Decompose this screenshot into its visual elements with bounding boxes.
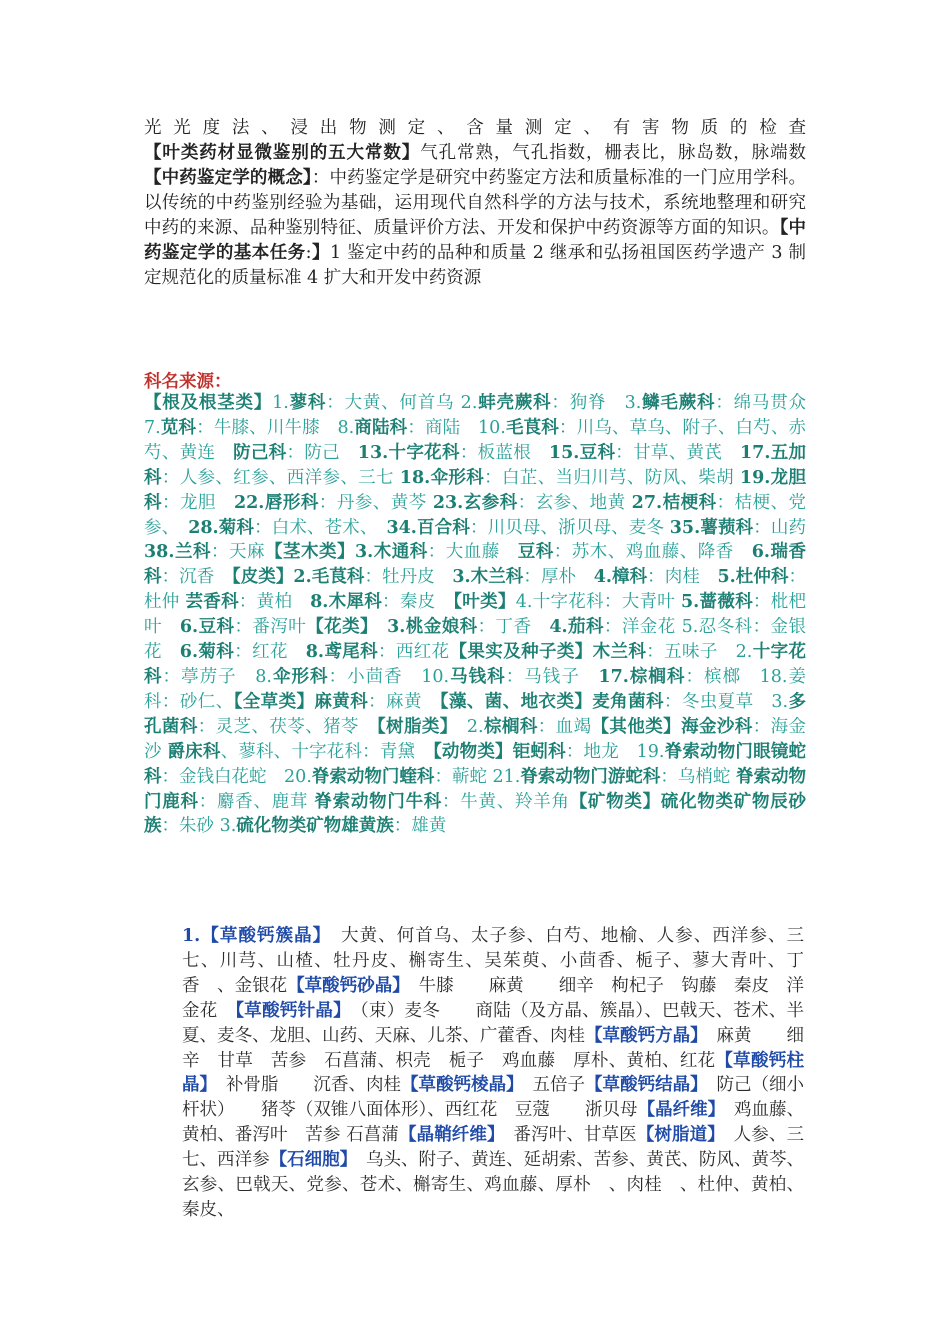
bold-term: 19.龙胆科 (144, 467, 807, 513)
bold-term: 爵床科 (167, 741, 221, 762)
bold-term: 鳞毛蕨科 (641, 393, 716, 413)
bold-term: 1.【草酸钙簇晶】 (182, 926, 323, 946)
text-run: ：小茴香 10. (328, 666, 450, 687)
bold-term: 23.玄参科 (432, 492, 518, 513)
bold-term: 17.棕榈科 (598, 666, 686, 687)
bold-term: 18.伞形科 (399, 467, 485, 488)
bold-term: 【皮类】2.毛茛科 (231, 567, 365, 588)
text-run: ：川乌、草乌、附子、白芍、赤芍、黄连 (144, 417, 807, 463)
text-run: ：大黄、何首乌 2. (326, 393, 478, 413)
bold-term: 22.唇形科 (233, 492, 319, 513)
text-run: 五倍子 (514, 1075, 586, 1096)
text-run: 补骨脂 沉香、肉桂 (208, 1075, 402, 1096)
bold-term: 【树脂道】 (636, 1125, 717, 1146)
text-run: ：牡丹皮 (364, 567, 453, 588)
bold-term: 【草酸钙棱晶】 (401, 1075, 515, 1096)
bold-term: 【草酸钙柱晶】 (182, 1050, 805, 1096)
bold-term: 【根及根茎类】 (144, 393, 273, 413)
bold-term: 6.豆科 (179, 617, 235, 638)
text-run: 4.十字花科：大青叶 (515, 592, 681, 613)
bold-term: 8.木犀科 (310, 592, 383, 613)
text-run: ：商陆 10. (407, 417, 506, 438)
bold-term: 商陆科 (354, 417, 408, 438)
bold-term: 蚌壳蕨科 (477, 393, 552, 413)
text-run: 1 鉴定中药的品种和质量 2 继承和弘扬祖国医药学遗产 3 制定规范化的质量标准 4 扩大和开发中药资源 (144, 243, 807, 288)
bold-term: 【石细胞】 (269, 1150, 349, 1171)
text-run: ：五味子 2. (646, 642, 753, 663)
bold-term: 豆科 (517, 542, 554, 563)
bold-term: 脊索动物门眼镜蛇科 (144, 741, 807, 787)
bold-term: 38.兰科 (144, 542, 211, 563)
bold-term: 防己科 (233, 442, 287, 463)
bold-term: 【花类】 3.桃金娘科 (306, 617, 478, 638)
text-run: ：白术、苍术、 (254, 517, 387, 538)
text-run: : (305, 243, 312, 263)
text-run: ：槟榔 18.姜科：砂仁、 (144, 666, 807, 712)
text-run: 、蓼科、十字花科：青黛 (220, 741, 433, 762)
text-run: ：地龙 19. (565, 741, 665, 762)
text-run: ：黄柏 (238, 592, 311, 613)
text-run: 防己（细小杆状） 猪苓（双锥八面体形）、西红花 豆蔻 浙贝母 (182, 1075, 805, 1121)
text-run: ：灵芝、茯苓、猪苓 (197, 716, 377, 737)
bold-term: 【叶类药材显微鉴别的五大常数】 (144, 143, 421, 163)
text-run: ：杜仲 (144, 567, 807, 613)
bold-term: 脊索动物门鹿科 (144, 766, 807, 812)
bold-term: 苋科 (160, 417, 197, 438)
bold-term: 】 (311, 243, 330, 263)
text-run: ：蕲蛇 21. (434, 766, 521, 787)
bold-term: 【其他类】海金沙科 (591, 716, 753, 737)
text-run: ：绵马贯众 7. (144, 393, 824, 438)
text-run: ：番泻叶 (234, 617, 307, 638)
bold-term: 脊索动物门牛科 (314, 791, 443, 812)
bold-term: 13.十字花科 (357, 442, 460, 463)
bold-term: 【茎木类】3.木通科 (264, 542, 428, 563)
bold-term: 【草酸钙方晶】 (585, 1025, 699, 1046)
bold-term: 34.百合科 (386, 517, 470, 538)
bold-term: 十字花科 (144, 642, 807, 687)
bold-term: 【藻、菌、地衣类】麦角菌科 (439, 691, 664, 712)
text-run: ：大血藤 (427, 542, 518, 563)
text-run: ：洋金花 5.忍冬科：金银花 (144, 617, 806, 663)
text-run: ：马钱子 (505, 666, 599, 687)
bold-term: 多孔菌科 (144, 691, 807, 737)
bold-term: 芸香科 (185, 592, 239, 613)
text-run: ：葶苈子 8. (162, 666, 272, 687)
bold-term: 【晶纤维】 (637, 1100, 717, 1121)
text-run: ：麝香、鹿茸 (198, 791, 315, 812)
text-run: ：乌梢蛇 (660, 766, 736, 787)
bold-term: 35.薯蓣科 (669, 517, 754, 538)
text-run: ：肉桂 (647, 567, 718, 588)
text-run: 牛膝 麻黄 细辛 枸杞子 钩藤 秦皮 洋金花 (182, 975, 805, 1021)
bold-term: 5.杜仲科 (717, 567, 789, 588)
bold-term: 17.五加科 (144, 442, 807, 488)
text-run: 乌头、附子、黄连、延胡索、苦参、黄芪、防风、黄芩、玄参、巴戟天、党参、苍术、槲寄生、鸡血藤、厚朴 、肉桂 、杜仲、黄柏、秦皮、 (182, 1150, 805, 1220)
bold-term: 【矿物类】硫化物类矿物辰砂族 (144, 791, 806, 837)
bold-term: 蓼科 (288, 393, 327, 413)
text-run: ：中药鉴定学是研究中药鉴定方法和质量标准的一门应用学科。以传统的中药鉴别经验为基础，运用现代自然科学的方法与技术，系统地整理和研究中药的来源、品种鉴别特征、质量评价方法、开发和保护中药资源等方面的知识。 (144, 168, 807, 238)
text-run: 麻黄 细辛 甘草 苦参 石菖蒲、枳壳 栀子 鸡血藤 厚朴、黄柏、红花 (182, 1025, 805, 1071)
text-run: ：天麻 (210, 542, 265, 563)
text-run: ：川贝母、浙贝母、麦冬 (469, 517, 670, 538)
text-run: ：山药 (753, 517, 807, 538)
text-run: ：板蓝根 (459, 442, 549, 463)
bold-term: 【草酸钙针晶】 (235, 1000, 343, 1021)
bold-term: 【叶类】 (453, 592, 516, 613)
text-run: ：牛黄、羚羊角 (442, 791, 570, 812)
bold-term: 【晶鞘纤维】 (398, 1125, 496, 1146)
bold-term: 27.桔梗科 (631, 492, 717, 513)
bold-term: 【中药鉴定学的概念】 (144, 168, 312, 188)
bold-term: 4.茄科 (549, 617, 604, 638)
text-run: 2. (448, 716, 484, 737)
bold-term: 棕榈科 (483, 716, 538, 737)
text-run: ：雄黄 (393, 816, 447, 837)
bold-term: 4.樟科 (593, 567, 648, 588)
text-run: ：牛膝、川牛膝 8. (196, 417, 355, 438)
text-run: ：甘草、黄芪 (615, 442, 740, 463)
text-run: ：朱砂 3. (161, 816, 237, 837)
bold-term: 【果实及种子类】木兰科 (449, 642, 647, 663)
text-run: ：血竭 (537, 716, 592, 737)
bold-term: 【树脂类】 (376, 716, 449, 737)
bold-term: 【中药鉴定学的基本任务 (144, 218, 806, 263)
bold-term: 28.菊科 (188, 517, 255, 538)
text-run: ：沉香 (161, 567, 232, 588)
family-sources-paragraph (144, 391, 824, 839)
bold-term: 15.豆科 (548, 442, 616, 463)
intro-paragraph (144, 116, 806, 291)
bold-term: 毛茛科 (505, 417, 559, 438)
text-run: ：龙胆 (162, 492, 234, 513)
bold-term: 8.鸢尾科 (305, 642, 379, 663)
text-run: 大黄、何首乌、太子参、白芍、地榆、人参、西洋参、三七、川芎、山楂、牡丹皮、槲寄生、吴茱萸、小茴香、栀子、蓼大青叶、丁香 、金银花 (182, 926, 804, 996)
text-run: ：玄参、地黄 (517, 492, 632, 513)
bold-term: 【草酸钙结晶】 (585, 1075, 699, 1096)
text-run: 光光度法、浸出物测定、含量测定、有害物质的检查 (144, 118, 806, 138)
bold-term: 6.菊科 (179, 642, 235, 663)
text-run: ：麻黄 (368, 691, 440, 712)
text-run: ：金钱白花蛇 20. (161, 766, 312, 787)
calcium-oxalate-crystals-paragraph (182, 924, 804, 1223)
text-run: ：秦皮 (382, 592, 454, 613)
text-run: ：人参、红参、西洋参、三七 (161, 467, 400, 488)
text-run: ：防己 (286, 442, 358, 463)
text-run: ：红花 (234, 642, 306, 663)
text-run: ：丁香 (477, 617, 550, 638)
bold-term: 脊索动物门蝰科 (311, 766, 435, 787)
text-run: ：苏木、鸡血藤、降香 (553, 542, 752, 563)
bold-term: 硫化物类矿物雄黄族 (236, 816, 394, 837)
text-run: ：丹参、黄芩 (318, 492, 433, 513)
text-run: ：枇杷叶 (144, 592, 807, 638)
text-run: ：海金沙 (144, 716, 807, 762)
text-run: ：桔梗、党参、 (144, 492, 807, 538)
text-run: （束）麦冬 商陆（及方晶、簇晶）、巴戟天、苍术、半夏、麦冬、龙胆、山药、天麻、儿茶、广藿香、肉桂 (182, 1000, 805, 1046)
bold-term: 【动物类】钜蚓科 (432, 741, 566, 762)
bold-term: 马钱科 (449, 666, 506, 687)
text-run: 鸡血藤、黄柏、番泻叶 苦参 石菖蒲 (182, 1100, 805, 1146)
text-run: 1. (272, 393, 289, 413)
section-heading-family-sources: 科名来源： (144, 372, 232, 392)
bold-term: 3.木兰科 (452, 567, 524, 588)
text-run: ：冬虫夏草 3. (663, 691, 789, 712)
bold-term: 6.瑞香科 (144, 542, 806, 588)
text-run: ：西红花 (378, 642, 450, 663)
bold-term: 【全草类】麻黄科 (233, 691, 369, 712)
text-run: 气孔常熟，气孔指数，栅表比，脉岛数，脉端数 (420, 143, 807, 163)
text-run: ：白芷、当归川芎、防风、柴胡 (484, 467, 740, 488)
text-run: ：狗脊 3. (551, 393, 642, 413)
text-run: 人参、三七、西洋参 (182, 1125, 804, 1171)
text-run: ：厚朴 (523, 567, 594, 588)
bold-term: 脊索动物门游蛇科 (520, 766, 661, 787)
bold-term: 伞形科 (271, 666, 329, 687)
bold-term: 【草酸钙砂晶】 (287, 975, 402, 996)
text-run: 番泻叶、甘草医 (495, 1125, 637, 1146)
bold-term: 5.蔷薇科 (680, 592, 753, 613)
